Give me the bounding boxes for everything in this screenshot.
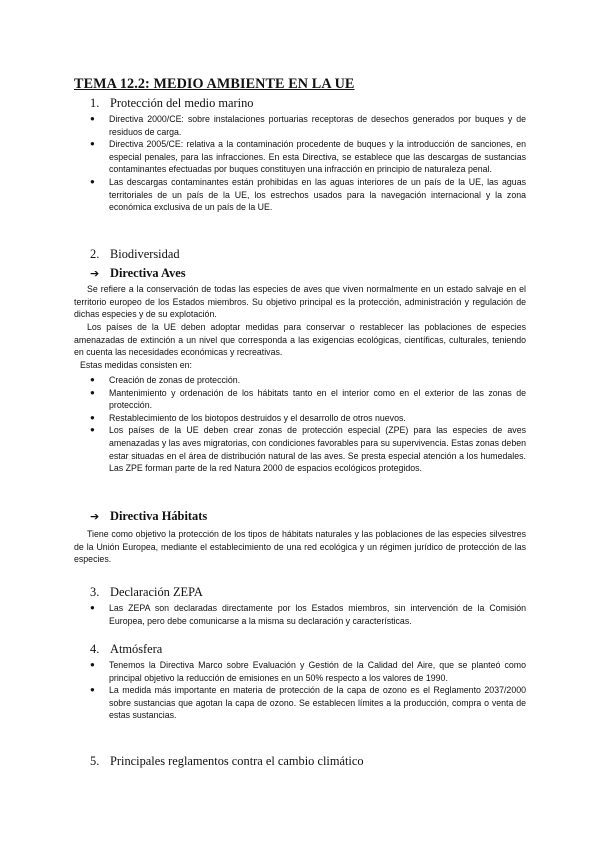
subsection-title: Directiva Aves bbox=[110, 266, 186, 280]
list-item: ● Creación de zonas de protección. bbox=[90, 375, 241, 385]
bullet-icon: ● bbox=[90, 375, 95, 384]
bullet-icon: ● bbox=[90, 425, 95, 435]
paragraph-habitats: Tiene como objetivo la protección de los tipos de hábitats naturales y las poblaciones de las especies silvestres de la Unión Europea, mediante el establecimiento de una red ecológica y un régimen jurídico de protección de las especies. bbox=[74, 529, 526, 565]
section-number: 3. bbox=[90, 585, 100, 599]
subsection-title: Directiva Hábitats bbox=[110, 509, 208, 523]
arrow-right-icon: ➔ bbox=[90, 267, 100, 280]
section-heading-2 bbox=[90, 247, 180, 262]
section-title: Principales reglamentos contra el cambio climático bbox=[110, 754, 364, 768]
bullet-icon: ● bbox=[90, 685, 95, 695]
list-item: ● Los países de la UE deben crear zonas de protección especial (ZPE) para las especies de aves amenazadas y las aves migratorias, con condiciones favorables para su supervivencia. Estas zonas deben estar situadas en el área de distribución natural de las aves. Se presta especial atención a los humedales. Las ZPE forman parte de la red Natura 2000 de espacios ecológicos protegidos. bbox=[90, 425, 526, 474]
page-title: TEMA 12.2: MEDIO AMBIENTE EN LA UE bbox=[74, 76, 355, 92]
paragraph-aves-3: Estas medidas consisten en: bbox=[80, 360, 192, 370]
bullet-icon: ● bbox=[90, 176, 95, 186]
section-number: 1. bbox=[90, 96, 100, 110]
arrow-right-icon: ➔ bbox=[90, 510, 100, 523]
section-title: Protección del medio marino bbox=[110, 96, 254, 110]
list-item: ● Las descargas contaminantes están prohibidas en las aguas interiores de un país de la UE, las aguas territoriales de un país de la UE, los estrechos usados para la navegación internacional y la zona económica exclusiva de un país de la UE. bbox=[90, 176, 526, 213]
list-item: ● La medida más importante en materia de protección de la capa de ozono es el Reglamento 2037/2000 sobre sustancias que agotan la capa de ozono. Se establecen límites a la producción, compra o venta de estas sustancias. bbox=[90, 685, 526, 721]
bullet-list-aves bbox=[88, 374, 526, 475]
section-heading-1 bbox=[90, 96, 254, 111]
subsection-heading-habitats bbox=[90, 509, 207, 524]
bullet-icon: ● bbox=[90, 603, 95, 612]
bullet-icon: ● bbox=[90, 412, 95, 422]
paragraph-aves-1: Se refiere a la conservación de todas las especies de aves que viven normalmente en un estado salvaje en el territorio europeo de los Estados miembros. Su objetivo principal es la protección, administración y regulación de dichas especies y de su explotación. bbox=[74, 284, 526, 320]
bullet-icon: ● bbox=[90, 114, 95, 123]
bullet-icon: ● bbox=[90, 660, 95, 669]
section-heading-5 bbox=[90, 754, 364, 769]
section-heading-3 bbox=[90, 585, 203, 600]
bullet-icon: ● bbox=[90, 139, 95, 149]
section-title: Declaración ZEPA bbox=[110, 585, 203, 599]
section-heading-4 bbox=[90, 642, 162, 657]
list-item: ● Las ZEPA son declaradas directamente por los Estados miembros, sin intervención de la Comisión Europea, pero debe comunicarse a la misma su declaración y características. bbox=[90, 603, 526, 626]
list-item: ● Directiva 2005/CE: relativa a la contaminación procedente de buques y la introducción de sanciones, en especial penales, para las infracciones. En esta Directiva, se establece que las descargas de sustancias contaminantes efectuadas por buques constituyen una infracción en principio de naturaleza penal. bbox=[90, 139, 526, 175]
bullet-list-4 bbox=[88, 659, 526, 722]
subsection-heading-aves bbox=[90, 266, 186, 281]
list-item: ● Restablecimiento de los biotopos destruidos y el desarrollo de otros nuevos. bbox=[90, 412, 406, 423]
bullet-list-3 bbox=[88, 602, 526, 627]
section-title: Atmósfera bbox=[110, 642, 163, 656]
paragraph-aves-2: Los países de la UE deben adoptar medidas para conservar o restablecer las poblaciones de especies amenazadas de extinción a un nivel que corresponda a las exigencias ecológicas, científicas, culturales, teniendo en cuenta las necesidades económicas y recreativas. bbox=[74, 322, 526, 358]
section-title: Biodiversidad bbox=[110, 247, 180, 261]
list-item: ● Tenemos la Directiva Marco sobre Evaluación y Gestión de la Calidad del Aire, que se planteó como principal objetivo la reducción de emisiones en un 50% respecto a los valores de 1990. bbox=[90, 660, 526, 683]
list-item: ● Directiva 2000/CE: sobre instalaciones portuarias receptoras de desechos generados por buques y de residuos de carga. bbox=[90, 114, 526, 137]
section-number: 5. bbox=[90, 754, 100, 768]
section-number: 2. bbox=[90, 247, 100, 261]
bullet-list-1 bbox=[88, 113, 526, 214]
list-item: ● Mantenimiento y ordenación de los hábitats tanto en el interior como en el exterior de las zonas de protección. bbox=[90, 387, 526, 411]
bullet-icon: ● bbox=[90, 387, 95, 397]
section-number: 4. bbox=[90, 642, 100, 656]
